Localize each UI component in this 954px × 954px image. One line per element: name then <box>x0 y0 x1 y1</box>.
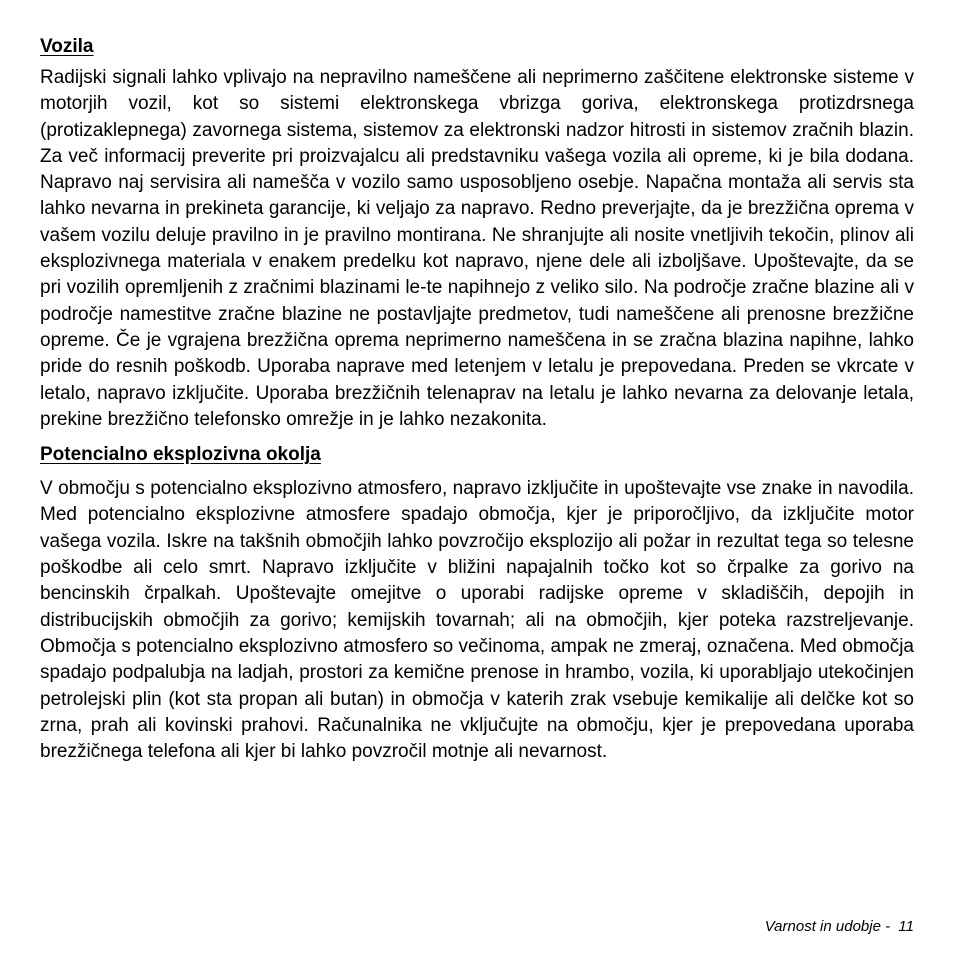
page-footer: Varnost in udobje - 11 <box>764 918 914 935</box>
section-heading-eksplozivna-okolja: Potencialno eksplozivna okolja <box>40 444 321 466</box>
section-paragraph-eksplozivna-okolja: V območju s potencialno eksplozivno atmosfero, napravo izklјučite in upoštevajte vse znake in navodila. Med potencialno eksplozivne atmosfere spadajo območja, kjer je priporočljivo, da izklјučite motor vašega vozila. Iskre na takšnih območjih lahko povzročijo eksplozijo ali požar in rezultat tega so telesne poškodbe ali celo smrt. Napravo izklјučite v bližini napajalnih točko kot so črpalke za gorivo na bencinskih črpalkah. Upoštevajte omejitve o uporabi radijske opreme v skladiščih, depojih in distribucijskih območjih za gorivo; kemijskih tovarnah; ali na območjih, kjer poteka razstreljevanje. Območja s potencialno eksplozivno atmosfero so večinoma, ampak ne zmeraj, označena. Med območja spadajo podpalubja na ladjah, prostori za kemične prenose in hrambo, vozila, ki uporabljajo utekočinjen petrolejski plin (kot sta propan ali butan) in območja v katerih zrak vsebuje kemikalije ali delčke kot so zrna, prah ali kovinski prahovi. Računalnika ne vklјučujte na območju, kjer je prepovedana uporaba brezžičnega telefona ali kjer bi lahko povzročil motnje ali nevarnost. <box>40 478 914 763</box>
section-paragraph-vozila: Radijski signali lahko vplivajo na nepravilno nameščene ali neprimerno zaščitene elektronske sisteme v motorjih vozil, kot so sistemi elektronskega vbrizga goriva, elektronskega protizdrsnega (protizaklepnega) zavornega sistema, sistemov za elektronski nadzor hitrosti in sistemov zračnih blazin. Za več informacij preverite pri proizvajalcu ali predstavniku vašega vozila ali opreme, ki je bila dodana. Napravo naj servisira ali namešča v vozilo samo usposobljeno osebje. Napačna montaža ali servis sta lahko nevarna in prekineta garancije, ki veljajo za napravo. Redno preverjajte, da je brezžična oprema v vašem vozilu deluje pravilno in je pravilno montirana. Ne shranjujte ali nosite vnetljivih tekočin, plinov ali eksplozivnega materiala v enakem predelku kot napravo, njene dele ali izboljšave. Upoštevajte, da se pri vozilih opremljenih z zračnimi blazinami le-te napihnejo z veliko silo. Na področje zračne blazine ali v področje namestitve zračne blazine ne postavljajte predmetov, tudi nameščene ali prenosne brezžične opreme. Če je vgrajena brezžična oprema neprimerno nameščena in se zračna blazina napihne, lahko pride do resnih poškodb. Uporaba naprave med letenjem v letalu je prepovedana. Preden se vkrcate v letalo, napravo izklјučite. Uporaba brezžičnih telenaprav na letalu je lahko nevarna za delovanje letala, prekine brezžično telefonsko omrežje in je lahko nezakonita. <box>40 67 914 430</box>
document-page <box>40 34 914 765</box>
section-heading-vozila: Vozila <box>40 36 94 57</box>
